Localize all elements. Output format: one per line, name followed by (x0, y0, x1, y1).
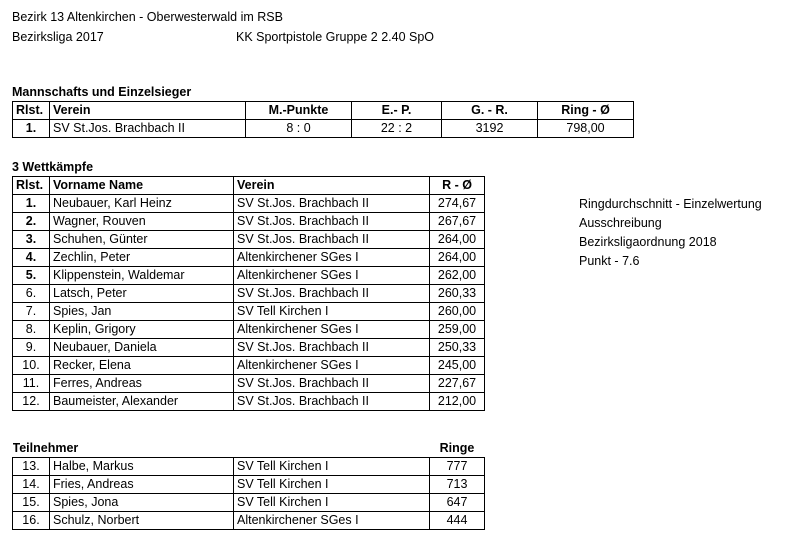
rank-cell: 10. (13, 357, 50, 375)
table-row (13, 494, 485, 512)
rank-cell: 3. (13, 231, 50, 249)
rank-cell: 7. (13, 303, 50, 321)
ring-value-cell: 212,00 (430, 393, 485, 411)
table-row (13, 249, 485, 267)
competitions-header-row (13, 177, 485, 195)
header-discipline: KK Sportpistole Gruppe 2 2.40 SpO (236, 30, 435, 44)
col-header-rings: Ringe (439, 441, 475, 455)
note-point: Punkt - 7.6 (579, 254, 640, 268)
ring-value-cell: 777 (430, 458, 485, 476)
total-rings-cell: 3192 (442, 120, 538, 138)
name-cell: Schulz, Norbert (50, 512, 234, 530)
ring-value-cell: 250,33 (430, 339, 485, 357)
header-district: Bezirk 13 Altenkirchen - Oberwesterwald im RSB (12, 10, 283, 24)
competitions-table (12, 176, 485, 411)
ring-value-cell: 444 (430, 512, 485, 530)
name-cell: Wagner, Rouven (50, 213, 234, 231)
ring-value-cell: 260,00 (430, 303, 485, 321)
rank-cell: 5. (13, 267, 50, 285)
participants-table (12, 440, 485, 530)
club-cell: SV St.Jos. Brachbach II (234, 285, 430, 303)
table-row (13, 321, 485, 339)
ring-value-cell: 262,00 (430, 267, 485, 285)
col-header-club: Verein (234, 177, 430, 195)
match-points-cell: 8 : 0 (246, 120, 352, 138)
winners-header-row (13, 102, 634, 120)
club-cell: SV St.Jos. Brachbach II (50, 120, 246, 138)
club-cell: SV Tell Kirchen I (234, 476, 430, 494)
name-cell: Baumeister, Alexander (50, 393, 234, 411)
rank-cell: 9. (13, 339, 50, 357)
table-row (13, 120, 634, 138)
winners-title: Mannschafts und Einzelsieger (12, 85, 192, 99)
name-cell: Neubauer, Daniela (50, 339, 234, 357)
note-announcement: Ausschreibung (579, 216, 662, 230)
club-cell: Altenkirchener SGes I (234, 512, 430, 530)
name-cell: Klippenstein, Waldemar (50, 267, 234, 285)
ring-value-cell: 260,33 (430, 285, 485, 303)
rank-cell: 11. (13, 375, 50, 393)
ring-value-cell: 264,00 (430, 249, 485, 267)
club-cell: Altenkirchener SGes I (234, 267, 430, 285)
name-cell: Schuhen, Günter (50, 231, 234, 249)
col-header-match-points: M.-Punkte (246, 102, 352, 120)
table-row (13, 512, 485, 530)
col-header-club: Verein (50, 102, 246, 120)
col-header-ring-average: Ring - Ø (538, 102, 634, 120)
club-cell: Altenkirchener SGes I (234, 357, 430, 375)
name-cell: Halbe, Markus (50, 458, 234, 476)
name-cell: Spies, Jan (50, 303, 234, 321)
table-row (13, 285, 485, 303)
club-cell: SV Tell Kirchen I (234, 458, 430, 476)
col-header-rank: Rlst. (13, 102, 50, 120)
rank-cell: 12. (13, 393, 50, 411)
rank-cell: 14. (13, 476, 50, 494)
name-cell: Latsch, Peter (50, 285, 234, 303)
name-cell: Recker, Elena (50, 357, 234, 375)
club-cell: Altenkirchener SGes I (234, 321, 430, 339)
table-row (13, 195, 485, 213)
competitions-title: 3 Wettkämpfe (12, 160, 94, 174)
ring-value-cell: 259,00 (430, 321, 485, 339)
ring-average-cell: 798,00 (538, 120, 634, 138)
rank-cell: 1. (13, 195, 50, 213)
table-row (13, 339, 485, 357)
club-cell: SV St.Jos. Brachbach II (234, 195, 430, 213)
rank-cell: 15. (13, 494, 50, 512)
club-cell: SV Tell Kirchen I (234, 303, 430, 321)
name-cell: Ferres, Andreas (50, 375, 234, 393)
col-header-name: Vorname Name (50, 177, 234, 195)
rank-cell: 4. (13, 249, 50, 267)
note-average-individual: Ringdurchschnitt - Einzelwertung (579, 197, 762, 211)
club-cell: SV St.Jos. Brachbach II (234, 213, 430, 231)
table-row (13, 267, 485, 285)
participants-header-row (13, 440, 485, 458)
participants-title: Teilnehmer (12, 441, 79, 455)
club-cell: SV St.Jos. Brachbach II (234, 339, 430, 357)
col-header-individual-points: E.- P. (352, 102, 442, 120)
table-row (13, 303, 485, 321)
club-cell: Altenkirchener SGes I (234, 249, 430, 267)
note-regulations: Bezirksligaordnung 2018 (579, 235, 717, 249)
table-row (13, 476, 485, 494)
individual-points-cell: 22 : 2 (352, 120, 442, 138)
col-header-rank: Rlst. (13, 177, 50, 195)
col-header-ring-average: R - Ø (430, 177, 485, 195)
rank-cell: 1. (13, 120, 50, 138)
table-row (13, 213, 485, 231)
col-header-total-rings: G. - R. (442, 102, 538, 120)
ring-value-cell: 274,67 (430, 195, 485, 213)
ring-value-cell: 267,67 (430, 213, 485, 231)
table-row (13, 357, 485, 375)
table-row (13, 231, 485, 249)
name-cell: Zechlin, Peter (50, 249, 234, 267)
header-league: Bezirksliga 2017 (12, 30, 104, 44)
club-cell: SV Tell Kirchen I (234, 494, 430, 512)
winners-table (12, 101, 634, 138)
name-cell: Neubauer, Karl Heinz (50, 195, 234, 213)
name-cell: Keplin, Grigory (50, 321, 234, 339)
club-cell: SV St.Jos. Brachbach II (234, 375, 430, 393)
rank-cell: 8. (13, 321, 50, 339)
rank-cell: 2. (13, 213, 50, 231)
table-row (13, 375, 485, 393)
ring-value-cell: 264,00 (430, 231, 485, 249)
rank-cell: 13. (13, 458, 50, 476)
rank-cell: 6. (13, 285, 50, 303)
table-row (13, 458, 485, 476)
ring-value-cell: 227,67 (430, 375, 485, 393)
name-cell: Fries, Andreas (50, 476, 234, 494)
rank-cell: 16. (13, 512, 50, 530)
ring-value-cell: 647 (430, 494, 485, 512)
club-cell: SV St.Jos. Brachbach II (234, 231, 430, 249)
club-cell: SV St.Jos. Brachbach II (234, 393, 430, 411)
table-row (13, 393, 485, 411)
ring-value-cell: 713 (430, 476, 485, 494)
name-cell: Spies, Jona (50, 494, 234, 512)
ring-value-cell: 245,00 (430, 357, 485, 375)
